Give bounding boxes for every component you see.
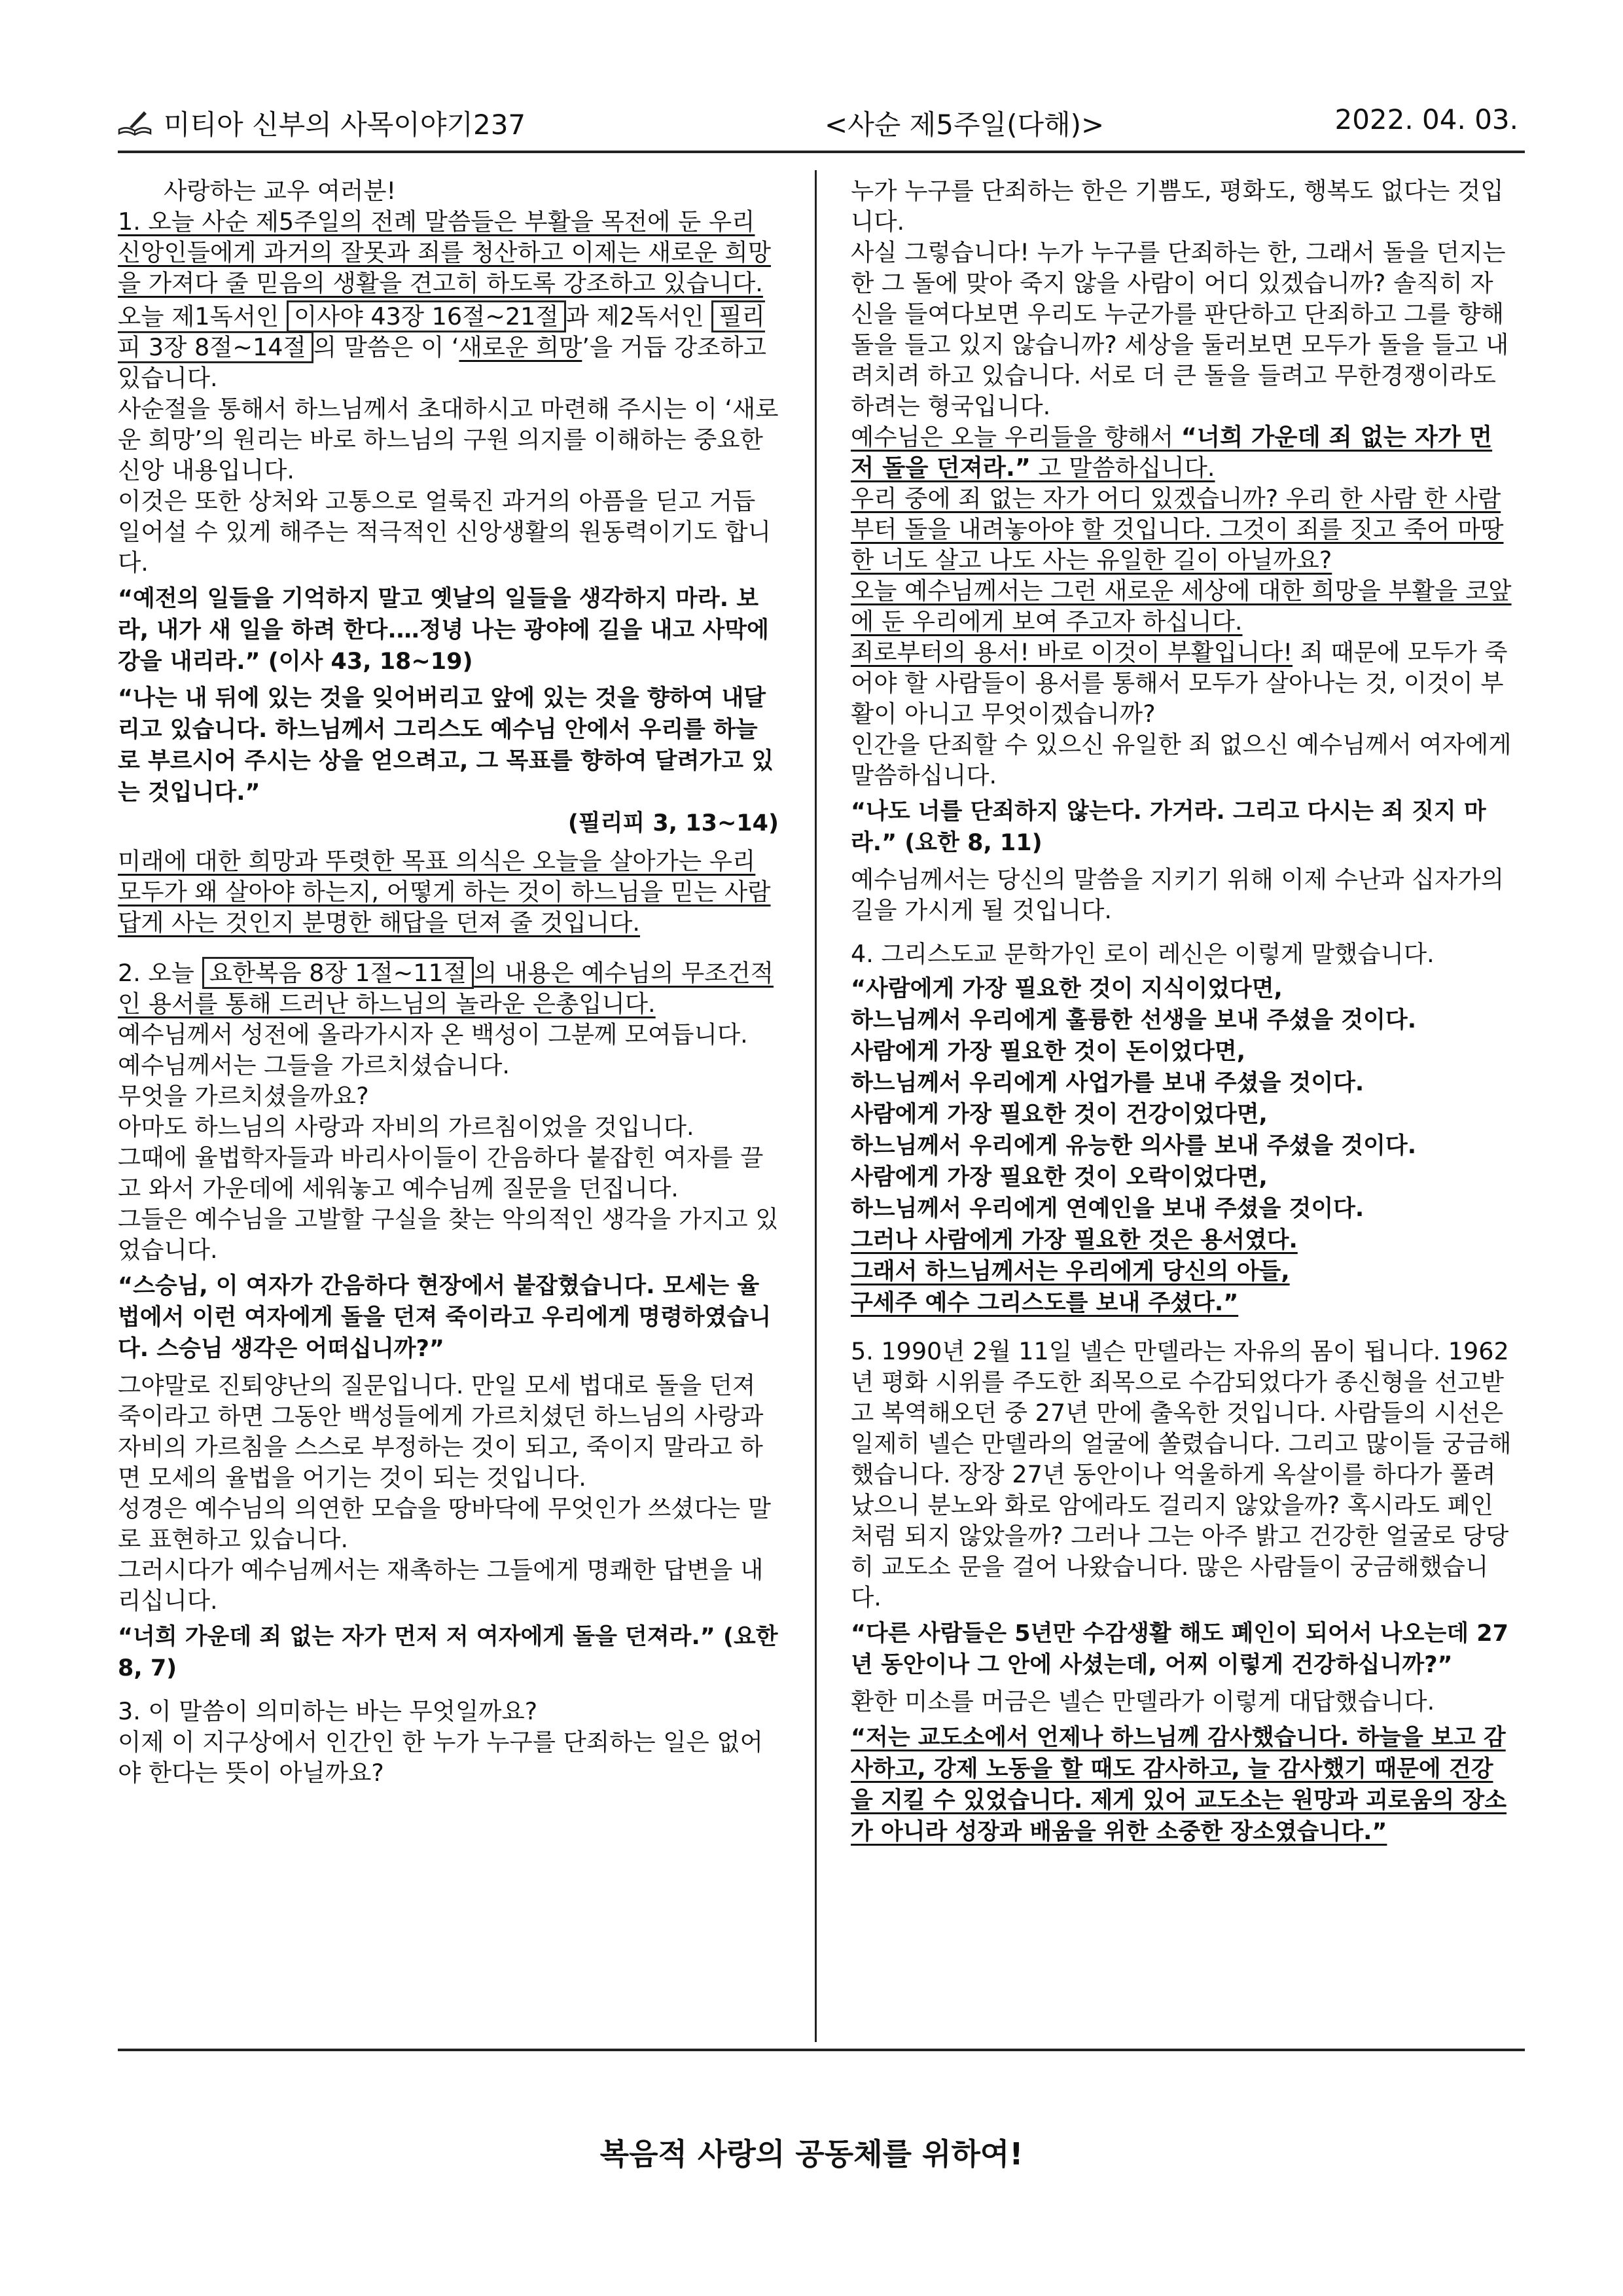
paragraph-7: 예수님께서 성전에 올라가시자 온 백성이 그분께 모여듭니다.: [118, 1020, 748, 1049]
paragraph-15: 그러시다가 예수님께서는 재촉하는 그들에게 명쾌한 답변을 내리십니다.: [118, 1556, 764, 1615]
paragraph-3: 사순절을 통해서 하느님께서 초대하시고 마련해 주시는 이 ‘새로운 희망’의 원리는 바로 하느님의 구원 의지를 이해하는 중요한 신앙 내용입니다.: [118, 395, 779, 484]
reading-ref-isaiah: 이사야 43장 16절~21절: [287, 300, 566, 332]
paragraph-14: 성경은 예수님의 의연한 모습을 땅바닥에 무엇인가 쓰셨다는 말로 표현하고 있습니다.: [118, 1494, 771, 1553]
header-title: [118, 103, 526, 143]
paragraph-9: 무엇을 가르치셨을까요?: [118, 1082, 369, 1110]
paragraph-r9: 4. 그리스도교 문학가인 로이 레신은 이렇게 말했습니다.: [851, 940, 1435, 968]
poem-line: 사람에게 가장 필요한 것이 오락이었다면,: [851, 1164, 1268, 1191]
text-span: 고 말씀하십니다.: [1030, 454, 1215, 482]
paragraph-4: 이것은 또한 상처와 고통으로 얼룩진 과거의 아픔을 딛고 거듭 일어설 수 있게 해주는 적극적인 신앙생활의 원동력이기도 합니다.: [118, 487, 771, 577]
quote-inline: “너희 가운데 죄 없는 자가 먼저 돌을 던져라.”: [851, 423, 1493, 482]
paragraph-11: 그때에 율법학자들과 바리사이들이 간음하다 붙잡힌 여자를 끌고 와서 가운데에 세워놓고 예수님께 질문을 던집니다.: [118, 1143, 764, 1202]
left-column: [118, 175, 779, 1788]
header-series-title: 미티아 신부의 사목이야기237: [164, 109, 526, 141]
paragraph-gospel: [118, 958, 779, 1019]
text-span: 죄 때문에 모두가 죽어야 할 사람들이 용서를 통해서 모두가 살아나는 것, 이것이 부활이 아니고 무엇이겠습니까?: [851, 638, 1508, 728]
paragraph-16: 3. 이 말씀이 의미하는 바는 무엇일까요?: [118, 1697, 538, 1725]
paragraph-r8: 예수님께서는 당신의 말씀을 지키기 위해 이제 수난과 십자가의 길을 가시게 될 것입니다.: [851, 865, 1504, 924]
poem-line-underlined: 구세주 예수 그리스도를 보내 주셨다.”: [851, 1290, 1239, 1316]
header-date: 2022. 04. 03.: [1334, 103, 1518, 135]
poem-line: 사람에게 가장 필요한 것이 건강이었다면,: [851, 1102, 1268, 1128]
poem-line-underlined: 그래서 하느님께서는 우리에게 당신의 아들,: [851, 1259, 1290, 1285]
page-header: [118, 98, 1525, 153]
text-span: 2. 오늘: [118, 959, 202, 987]
paragraph-10: 아마도 하느님의 사랑과 자비의 가르침이었을 것입니다.: [118, 1113, 694, 1141]
paragraph-13: 그야말로 진퇴양난의 질문입니다. 만일 모세 법대로 돌을 던져 죽이라고 하면 그동안 백성들에게 가르치셨던 하느님의 사랑과 자비의 가르침을 스스로 부정하는 것이 되고, 죽이지 말라고 하면 모세의 율법을 어기는 것이 되는 것입니다.: [118, 1371, 764, 1492]
quote-philippians: “나는 내 뒤에 있는 것을 잊어버리고 앞에 있는 것을 향하여 내달리고 있습니다. 하느님께서 그리스도 예수님 안에서 우리를 하늘로 부르시어 주시는 상을 얻으려고, 그 목표를 향하여 달려가고 있는 것입니다.”: [118, 685, 774, 806]
poem-line: 하느님께서 우리에게 사업가를 보내 주셨을 것이다.: [851, 1070, 1364, 1096]
text-span: 과 제2독서인: [565, 302, 712, 331]
text-span: ’을 거듭 강조하고 있습니다.: [118, 333, 766, 392]
text-span: 의 말씀은 이 ‘: [313, 333, 459, 361]
quote-pharisees: “스승님, 이 여자가 간음하다 현장에서 붙잡혔습니다. 모세는 율법에서 이런 여자에게 돌을 던져 죽이라고 우리에게 명령하였습니다. 스승님 생각은 어떠십니까?”: [118, 1273, 772, 1362]
paragraph-1: 1. 오늘 사순 제5주일의 전례 말씀들은 부활을 목전에 둔 우리 신앙인들에게 과거의 잘못과 죄를 청산하고 이제는 새로운 희망을 가져다 줄 믿음의 생활을 견고히 하도록 강조하고 있습니다.: [118, 207, 771, 297]
quote-isaiah: “예전의 일들을 기억하지 말고 옛날의 일들을 생각하지 마라. 보라, 내가 새 일을 하려 한다.…정녕 나는 광야에 길을 내고 사막에 강을 내리라.” (이사 43, 18~19): [118, 586, 769, 675]
poem-line: 하느님께서 우리에게 연예인을 보내 주셨을 것이다.: [851, 1196, 1364, 1222]
paragraph-12: 그들은 예수님을 고발할 구실을 찾는 악의적인 생각을 가지고 있었습니다.: [118, 1205, 779, 1264]
poem-line: 사람에게 가장 필요한 것이 돈이었다면,: [851, 1039, 1245, 1065]
poem-line: “사람에게 가장 필요한 것이 지식이었다면,: [851, 976, 1283, 1002]
poem-block: [851, 973, 1512, 1319]
spacer: [118, 938, 779, 954]
paragraph-r1: 누가 누구를 단죄하는 한은 기쁨도, 평화도, 행복도 없다는 것입니다.: [851, 177, 1504, 236]
quote-mandela-question: “다른 사람들은 5년만 수감생활 해도 폐인이 되어서 나오는데 27년 동안이나 그 안에 사셨는데, 어찌 이렇게 건강하십니까?”: [851, 1621, 1508, 1678]
quote-mandela-answer: “저는 교도소에서 언제나 하느님께 감사했습니다. 하늘을 보고 감사하고, 강제 노동을 할 때도 감사하고, 늘 감사했기 때문에 건강을 지킬 수 있었습니다. 제게 있어 교도소는 원망과 괴로움의 장소가 아니라 성장과 배움을 위한 소중한 장소였습니다.”: [851, 1725, 1507, 1845]
book-quill-icon: [118, 110, 152, 136]
spacer: [118, 1689, 779, 1696]
paragraph-readings: [118, 301, 779, 393]
spacer: [851, 925, 1512, 939]
paragraph-r4: 우리 중에 죄 없는 자가 어디 있겠습니까? 우리 한 사람 한 사람부터 돌을 내려놓아야 할 것입니다. 그것이 죄를 짓고 죽어 마땅한 너도 살고 나도 사는 유일한 길이 아닐까요?: [851, 484, 1504, 574]
paragraph-r11: 환한 미소를 머금은 넬슨 만델라가 이렇게 대답했습니다.: [851, 1687, 1435, 1715]
paragraph-17: 이제 이 지구상에서 인간인 한 누가 누구를 단죄하는 일은 없어야 한다는 뜻이 아닐까요?: [118, 1728, 763, 1787]
reading-ref-philippians: 필리피 3장 8절~14절: [118, 300, 765, 363]
paragraph-r6: [851, 637, 1512, 729]
footer-motto: 복음적 사랑의 공동체를 위하여!: [599, 2136, 1024, 2172]
paragraph-5: 미래에 대한 희망과 뚜렷한 목표 의식은 오늘을 살아가는 우리 모두가 왜 살아야 하는지, 어떻게 하는 것이 하느님을 믿는 사람답게 사는 것인지 분명한 해답을 던져 줄 것입니다.: [118, 847, 771, 937]
paragraph-r2: 사실 그렇습니다! 누가 누구를 단죄하는 한, 그래서 돌을 던지는 한 그 돌에 맞아 죽지 않을 사람이 어디 있겠습니까? 솔직히 자신을 들여다보면 우리도 누군가를 판단하고 단죄하고 그를 향해 돌을 들고 있지 않습니까? 세상을 둘러보면 모두가 돌을 들고 내려치려 하고 있습니다. 서로 더 큰 돌을 들려고 무한경쟁이라도 하려는 형국입니다.: [851, 238, 1509, 420]
quote-john-8-7: “너희 가운데 죄 없는 자가 먼저 저 여자에게 돌을 던져라.” (요한 8, 7): [118, 1624, 778, 1681]
highlight-resurrection: 죄로부터의 용서! 바로 이것이 부활입니다!: [851, 638, 1293, 666]
footer-divider: [118, 2049, 1525, 2051]
column-divider: [815, 170, 817, 2042]
paragraph-r3: [851, 422, 1512, 483]
quote-philippians-ref: (필리피 3, 13~14): [567, 810, 779, 836]
paragraph-r7: 인간을 단죄할 수 있으신 유일한 죄 없으신 예수님께서 여자에게 말씀하십니다.: [851, 730, 1512, 789]
text-span: 예수님은 오늘 우리들을 향해서: [851, 423, 1181, 451]
keyword-new-hope: 새로운 희망: [459, 333, 582, 361]
right-column: [851, 175, 1512, 1853]
text-span: 오늘 제1독서인: [118, 302, 287, 331]
gospel-summary: 의 내용은 예수님의 무조건적인 용서를 통해 드러난 하느님의 놀라운 은총입니다.: [118, 959, 774, 1018]
paragraph-r10: 5. 1990년 2월 11일 넬슨 만델라는 자유의 몸이 됩니다. 1962년 평화 시위를 주도한 죄목으로 수감되었다가 종신형을 선고받고 복역해오던 중 27년 만에 출옥한 것입니다. 사람들의 시선은 일제히 넬슨 만델라의 얼굴에 쏠렸습니다. 그리고 많이들 궁금해했습니다. 장장 27년 동안이나 억울하게 옥살이를 하다가 풀려났으니 분노와 화로 암에라도 걸리지 않았을까? 혹시라도 폐인처럼 되지 않았을까? 그러나 그는 아주 밝고 건강한 얼굴로 당당히 교도소 문을 걸어 나왔습니다. 많은 사람들이 궁금해했습니다.: [851, 1337, 1512, 1611]
poem-line: 하느님께서 우리에게 유능한 의사를 보내 주셨을 것이다.: [851, 1133, 1417, 1159]
paragraph-8: 예수님께서는 그들을 가르치셨습니다.: [118, 1051, 510, 1079]
paragraph-r5: 오늘 예수님께서는 그런 새로운 세상에 대한 희망을 부활을 코앞에 둔 우리에게 보여 주고자 하십니다.: [851, 577, 1512, 636]
quote-john-8-11: “나도 너를 단죄하지 않는다. 가거라. 그리고 다시는 죄 짓지 마라.” (요한 8, 11): [851, 798, 1486, 856]
spacer: [851, 1319, 1512, 1336]
reading-ref-john: 요한복음 8장 1절~11절: [202, 957, 474, 989]
poem-line-underlined: 그러나 사람에게 가장 필요한 것은 용서였다.: [851, 1227, 1298, 1253]
poem-line: 하느님께서 우리에게 훌륭한 선생을 보내 주셨을 것이다.: [851, 1007, 1417, 1033]
header-liturgical-day: <사순 제5주일(다해)>: [825, 109, 1105, 141]
greeting: 사랑하는 교우 여러분!: [164, 177, 397, 205]
